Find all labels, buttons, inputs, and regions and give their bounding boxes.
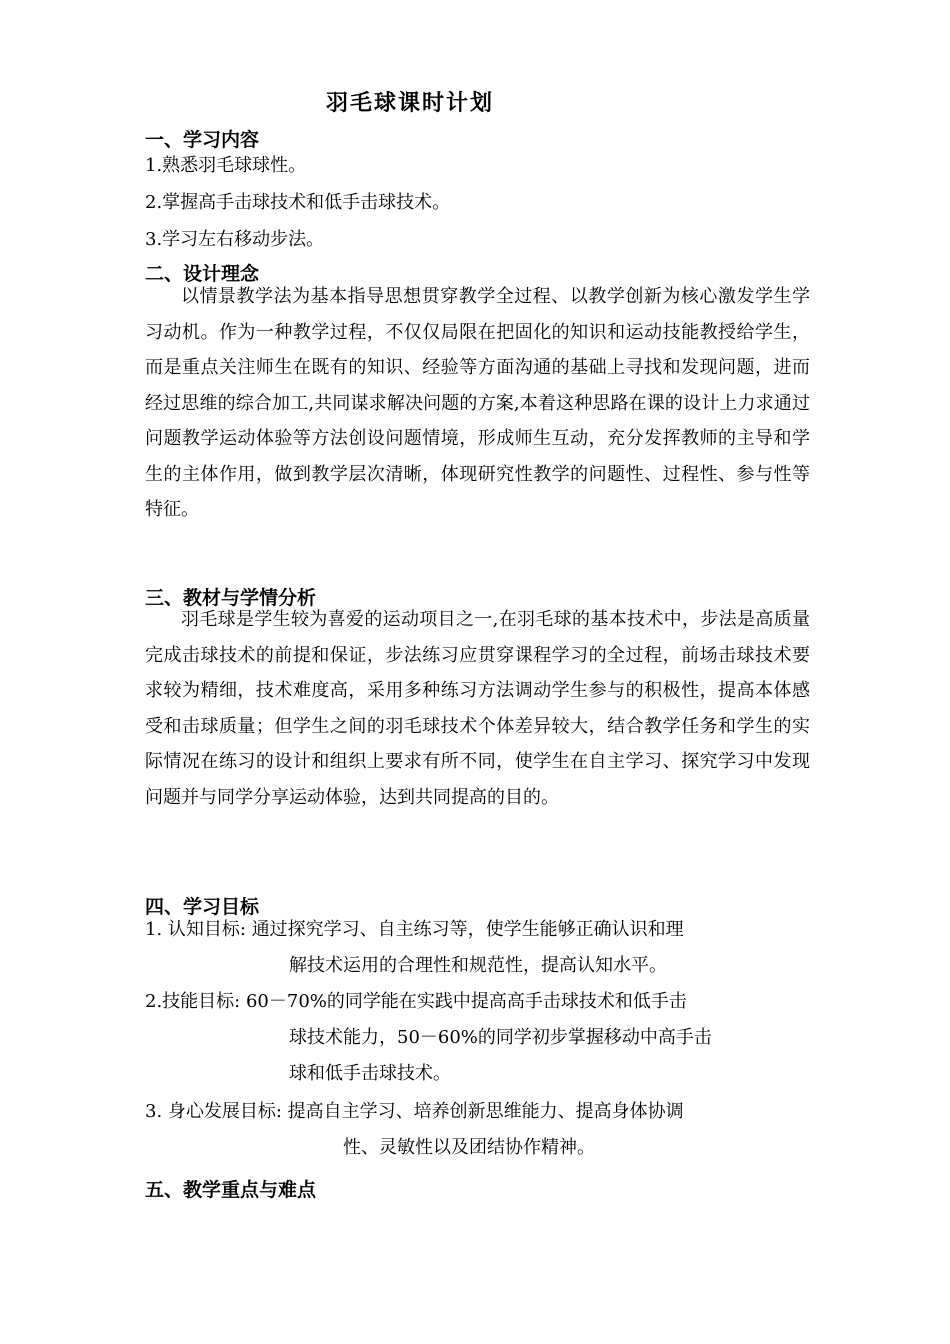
goal-mind-body-line-1: 3. 身心发展目标: 提高自主学习、培养创新思维能力、提高身体协调: [145, 1101, 684, 1122]
section-heading-material-analysis: 三、教材与学情分析: [145, 587, 317, 609]
goal-skill-line-3: 球和低手击球技术。: [289, 1063, 451, 1084]
goal-cognitive-line-2: 解技术运用的合理性和规范性，提高认知水平。: [289, 955, 667, 976]
material-analysis-paragraph: 羽毛球是学生较为喜爱的运动项目之一,在羽毛球的基本技术中，步法是高质量完成击球技术的前提和保证，步法练习应贯穿课程学习的全过程，前场击球技术要求较为精细，技术难度高，采用多种练习方法调动学生参与的积极性，提高本体感受和击球质量；但学生之间的羽毛球技术个体差异较大，结合教学任务和学生的实际情况在练习的设计和组织上要求有所不同，使学生在自主学习、探究学习中发现问题并与同学分享运动体验，达到共同提高的目的。: [145, 609, 810, 808]
document-title: 羽毛球课时计划: [325, 91, 494, 116]
goal-skill-line-2: 球技术能力，50－60%的同学初步掌握移动中高手击: [289, 1027, 712, 1048]
design-concept-paragraph: 以情景教学法为基本指导思想贯穿教学全过程、以教学创新为核心激发学生学习动机。作为一种教学过程，不仅仅局限在把固化的知识和运动技能教授给学生，而是重点关注师生在既有的知识、经验等方面沟通的基础上寻找和发现问题，进而经过思维的综合加工,共同谋求解决问题的方案,本着这种思路在课的设计上力求通过问题教学运动体验等方法创设问题情境，形成师生互动，充分发挥教师的主导和学生的主体作用，做到教学层次清晰，体现研究性教学的问题性、过程性、参与性等特征。: [145, 286, 810, 520]
learning-content-item-1: 1.熟悉羽毛球球性。: [145, 155, 307, 176]
learning-content-item-3: 3.学习左右移动步法。: [145, 229, 325, 250]
section-heading-learning-content: 一、学习内容: [145, 129, 260, 151]
goal-cognitive-line-1: 1. 认知目标: 通过探究学习、自主练习等，使学生能够正确认识和理: [145, 919, 684, 940]
section-heading-design-concept: 二、设计理念: [145, 263, 260, 285]
goal-skill-line-1: 2.技能目标: 60－70%的同学能在实践中提高高手击球技术和低手击: [145, 991, 687, 1012]
goal-mind-body-line-2: 性、灵敏性以及团结协作精神。: [343, 1137, 595, 1158]
goal-mind-body: [145, 1094, 810, 1166]
learning-content-item-2: 2.掌握高手击球技术和低手击球技术。: [145, 192, 451, 213]
goal-cognitive: [145, 912, 810, 984]
section-heading-learning-goals: 四、学习目标: [145, 896, 260, 918]
section-heading-key-points: 五、教学重点与难点: [145, 1179, 317, 1201]
goal-skill: [145, 984, 810, 1092]
